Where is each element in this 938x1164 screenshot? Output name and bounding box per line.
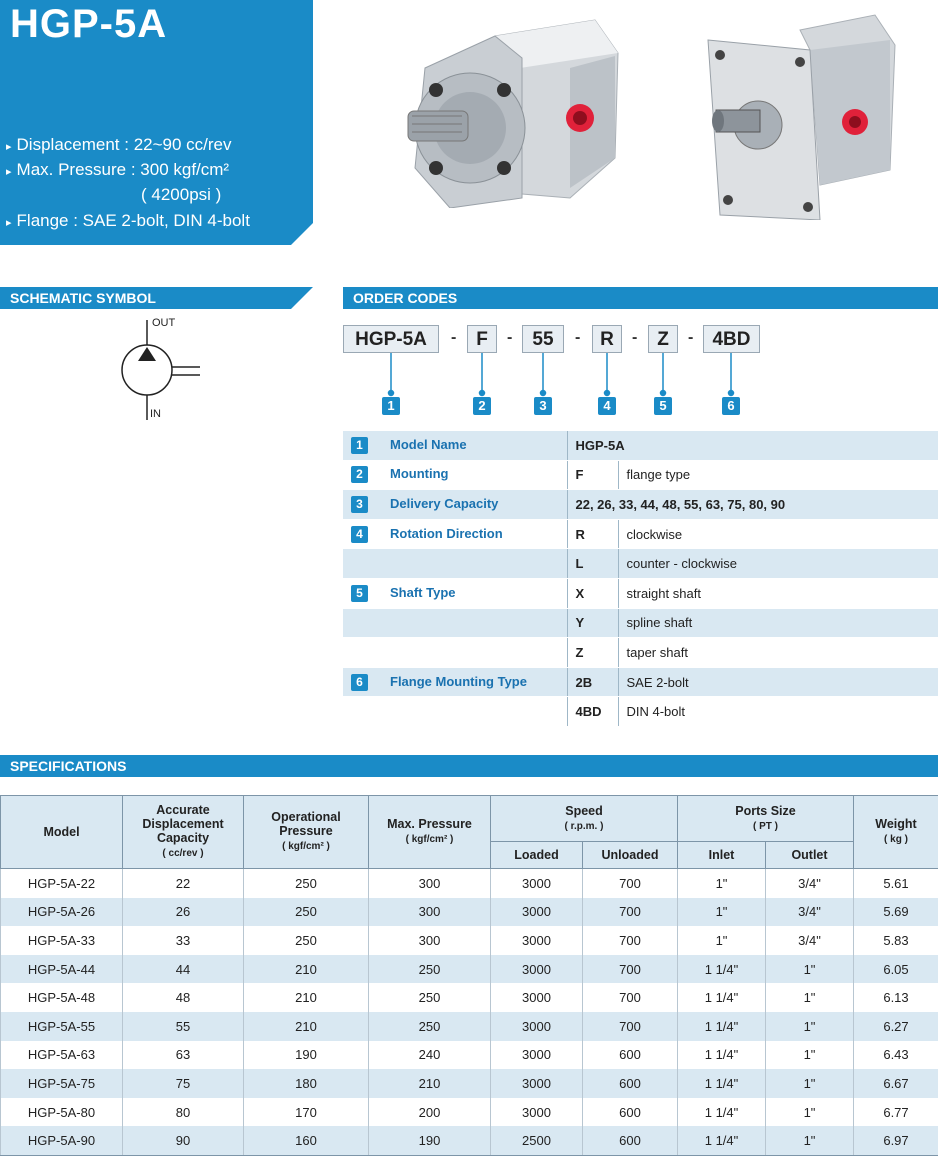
order-code-value: Y	[567, 608, 618, 638]
order-code-field	[343, 519, 567, 549]
header-unloaded: Unloaded	[583, 842, 678, 869]
cell-displacement: 48	[123, 983, 244, 1012]
header-outlet: Outlet	[766, 842, 854, 869]
cell-speed-loaded: 3000	[491, 898, 583, 927]
code-separator: -	[507, 329, 513, 346]
cell-outlet: 3/4"	[766, 869, 854, 898]
hero-panel	[0, 0, 313, 245]
bullet-icon: ▸	[6, 217, 12, 229]
cell-inlet: 1 1/4"	[678, 983, 766, 1012]
order-code-description: SAE 2-bolt	[618, 667, 938, 697]
spec-row	[1, 1098, 938, 1127]
cell-speed-unloaded: 600	[583, 1098, 678, 1127]
code-separator: -	[688, 329, 694, 346]
order-code-value: X	[567, 578, 618, 608]
spec-row	[1, 955, 938, 984]
cell-speed-loaded: 3000	[491, 1098, 583, 1127]
cell-model: HGP-5A-90	[1, 1126, 123, 1155]
order-code-field-name: Shaft Type	[390, 584, 456, 600]
cell-operational-pressure: 160	[244, 1126, 369, 1155]
order-code-value: Z	[567, 638, 618, 668]
cell-max-pressure: 300	[369, 926, 491, 955]
cell-outlet: 1"	[766, 955, 854, 984]
cell-operational-pressure: 190	[244, 1041, 369, 1070]
code-separator: -	[575, 329, 581, 346]
spec-row	[1, 1069, 938, 1098]
order-code-row	[343, 608, 938, 638]
cell-operational-pressure: 170	[244, 1098, 369, 1127]
cell-outlet: 1"	[766, 1012, 854, 1041]
cell-weight: 6.05	[854, 955, 938, 984]
order-code-value: F	[567, 460, 618, 490]
order-code-field	[343, 667, 567, 697]
cell-max-pressure: 250	[369, 983, 491, 1012]
code-segment-mounting: F	[467, 325, 497, 353]
code-number-badge: 1	[382, 397, 400, 415]
spec-row	[1, 869, 938, 898]
order-code-field	[343, 578, 567, 608]
order-code-field	[343, 549, 567, 579]
cell-operational-pressure: 210	[244, 955, 369, 984]
order-codes-table	[343, 431, 938, 727]
order-code-description: counter - clockwise	[618, 549, 938, 579]
header-model: Model	[1, 796, 123, 869]
order-code-field-name: Rotation Direction	[390, 525, 503, 541]
cell-operational-pressure: 210	[244, 983, 369, 1012]
order-code-field	[343, 608, 567, 638]
cell-speed-unloaded: 600	[583, 1041, 678, 1070]
cell-inlet: 1 1/4"	[678, 955, 766, 984]
cell-model: HGP-5A-26	[1, 898, 123, 927]
pump-photo-shaft	[700, 10, 900, 220]
header-speed: Speed ( r.p.m. )	[491, 796, 678, 842]
header-inlet: Inlet	[678, 842, 766, 869]
feature-psi: ( 4200psi )	[141, 185, 222, 204]
code-segment-rotation: R	[592, 325, 622, 353]
cell-operational-pressure: 180	[244, 1069, 369, 1098]
pump-photo-spline	[400, 8, 625, 208]
order-code-value: R	[567, 519, 618, 549]
schematic-heading: SCHEMATIC SYMBOL	[0, 287, 313, 309]
code-segment-capacity: 55	[522, 325, 564, 353]
order-code-value: 22, 26, 33, 44, 48, 55, 63, 75, 80, 90	[567, 490, 938, 520]
cell-outlet: 1"	[766, 1126, 854, 1155]
feature-flange: ▸ Flange : SAE 2-bolt, DIN 4-bolt	[6, 211, 250, 230]
order-code-field-name: Model Name	[390, 436, 467, 452]
header-displacement: Accurate Displacement Capacity ( cc/rev )	[123, 796, 244, 869]
cell-max-pressure: 300	[369, 898, 491, 927]
cell-inlet: 1 1/4"	[678, 1126, 766, 1155]
cell-weight: 6.97	[854, 1126, 938, 1155]
cell-model: HGP-5A-55	[1, 1012, 123, 1041]
cell-inlet: 1 1/4"	[678, 1041, 766, 1070]
cell-model: HGP-5A-44	[1, 955, 123, 984]
order-code-field	[343, 431, 567, 460]
cell-speed-unloaded: 700	[583, 983, 678, 1012]
cell-inlet: 1"	[678, 869, 766, 898]
cell-weight: 6.67	[854, 1069, 938, 1098]
order-code-row	[343, 667, 938, 697]
order-code-field	[343, 490, 567, 520]
code-number-badge: 5	[654, 397, 672, 415]
cell-weight: 5.61	[854, 869, 938, 898]
order-code-value: 2B	[567, 667, 618, 697]
cell-displacement: 80	[123, 1098, 244, 1127]
order-code-field	[343, 460, 567, 490]
header-max-pressure: Max. Pressure ( kgf/cm² )	[369, 796, 491, 869]
code-number-badge: 6	[722, 397, 740, 415]
cell-displacement: 75	[123, 1069, 244, 1098]
cell-speed-loaded: 3000	[491, 983, 583, 1012]
cell-outlet: 1"	[766, 1069, 854, 1098]
header-ports-size: Ports Size ( PT )	[678, 796, 854, 842]
order-code-value: L	[567, 549, 618, 579]
order-code-description: clockwise	[618, 519, 938, 549]
cell-weight: 6.27	[854, 1012, 938, 1041]
cell-displacement: 44	[123, 955, 244, 984]
cell-speed-unloaded: 600	[583, 1069, 678, 1098]
cell-outlet: 1"	[766, 1041, 854, 1070]
cell-outlet: 1"	[766, 1098, 854, 1127]
code-number-badge: 4	[598, 397, 616, 415]
cell-max-pressure: 190	[369, 1126, 491, 1155]
cell-model: HGP-5A-80	[1, 1098, 123, 1127]
cell-speed-unloaded: 600	[583, 1126, 678, 1155]
order-code-description: DIN 4-bolt	[618, 697, 938, 727]
cell-speed-loaded: 3000	[491, 1012, 583, 1041]
order-code-description: taper shaft	[618, 638, 938, 668]
cell-weight: 6.13	[854, 983, 938, 1012]
spec-row	[1, 1126, 938, 1155]
specifications-table	[0, 795, 938, 1156]
cell-outlet: 3/4"	[766, 898, 854, 927]
order-code-number: 4	[351, 526, 368, 543]
order-code-field-name: Delivery Capacity	[390, 495, 499, 511]
order-code-number: 6	[351, 674, 368, 691]
cell-displacement: 33	[123, 926, 244, 955]
order-code-row	[343, 549, 938, 579]
cell-max-pressure: 250	[369, 955, 491, 984]
cell-weight: 5.83	[854, 926, 938, 955]
cell-displacement: 26	[123, 898, 244, 927]
feature-displacement: ▸ Displacement : 22~90 cc/rev	[6, 135, 232, 154]
header-loaded: Loaded	[491, 842, 583, 869]
spec-row	[1, 1041, 938, 1070]
cell-weight: 6.77	[854, 1098, 938, 1127]
order-codes-heading: ORDER CODES	[343, 287, 938, 309]
spec-row	[1, 926, 938, 955]
code-connector-lines	[343, 353, 763, 398]
order-code-row	[343, 638, 938, 668]
cell-speed-unloaded: 700	[583, 869, 678, 898]
cell-operational-pressure: 250	[244, 898, 369, 927]
order-code-row	[343, 490, 938, 520]
bullet-icon: ▸	[6, 141, 12, 153]
order-code-row	[343, 460, 938, 490]
cell-max-pressure: 240	[369, 1041, 491, 1070]
cell-max-pressure: 250	[369, 1012, 491, 1041]
feature-max-pressure: ▸ Max. Pressure : 300 kgf/cm²	[6, 160, 230, 179]
cell-speed-loaded: 2500	[491, 1126, 583, 1155]
cell-displacement: 90	[123, 1126, 244, 1155]
order-code-row	[343, 431, 938, 460]
cell-max-pressure: 200	[369, 1098, 491, 1127]
order-code-field	[343, 697, 567, 727]
cell-outlet: 1"	[766, 983, 854, 1012]
cell-displacement: 63	[123, 1041, 244, 1070]
order-code-value: HGP-5A	[567, 431, 938, 460]
cell-model: HGP-5A-33	[1, 926, 123, 955]
order-code-row	[343, 519, 938, 549]
code-separator: -	[632, 329, 638, 346]
header-operational-pressure: Operational Pressure ( kgf/cm² )	[244, 796, 369, 869]
header-weight: Weight ( kg )	[854, 796, 938, 869]
cell-displacement: 55	[123, 1012, 244, 1041]
order-code-number: 5	[351, 585, 368, 602]
cell-speed-loaded: 3000	[491, 926, 583, 955]
order-code-description: flange type	[618, 460, 938, 490]
cell-model: HGP-5A-75	[1, 1069, 123, 1098]
spec-row	[1, 1012, 938, 1041]
cell-speed-loaded: 3000	[491, 1041, 583, 1070]
code-number-badge: 3	[534, 397, 552, 415]
order-code-row	[343, 578, 938, 608]
bullet-icon: ▸	[6, 166, 12, 178]
schematic-in-label: IN	[150, 408, 161, 420]
code-separator: -	[451, 329, 457, 346]
cell-speed-unloaded: 700	[583, 955, 678, 984]
cell-inlet: 1"	[678, 898, 766, 927]
cell-speed-unloaded: 700	[583, 898, 678, 927]
cell-displacement: 22	[123, 869, 244, 898]
order-code-field-name: Mounting	[390, 466, 449, 482]
order-code-value: 4BD	[567, 697, 618, 727]
code-segment-model: HGP-5A	[343, 325, 439, 353]
cell-operational-pressure: 250	[244, 869, 369, 898]
cell-speed-loaded: 3000	[491, 1069, 583, 1098]
cell-model: HGP-5A-63	[1, 1041, 123, 1070]
cell-inlet: 1 1/4"	[678, 1069, 766, 1098]
cell-speed-loaded: 3000	[491, 869, 583, 898]
cell-speed-unloaded: 700	[583, 1012, 678, 1041]
order-code-field	[343, 638, 567, 668]
cell-weight: 6.43	[854, 1041, 938, 1070]
heading-notch	[291, 287, 313, 309]
cell-operational-pressure: 250	[244, 926, 369, 955]
schematic-out-label: OUT	[152, 317, 176, 329]
cell-outlet: 3/4"	[766, 926, 854, 955]
cell-model: HGP-5A-48	[1, 983, 123, 1012]
cell-inlet: 1 1/4"	[678, 1098, 766, 1127]
cell-weight: 5.69	[854, 898, 938, 927]
specifications-heading: SPECIFICATIONS	[0, 755, 938, 777]
hero-corner-fold	[291, 223, 313, 245]
order-code-description: straight shaft	[618, 578, 938, 608]
order-code-number: 1	[351, 437, 368, 454]
order-code-field-name: Flange Mounting Type	[390, 673, 527, 689]
cell-max-pressure: 210	[369, 1069, 491, 1098]
order-code-number: 3	[351, 496, 368, 513]
cell-max-pressure: 300	[369, 869, 491, 898]
code-number-badge: 2	[473, 397, 491, 415]
spec-row	[1, 983, 938, 1012]
cell-speed-unloaded: 700	[583, 926, 678, 955]
cell-inlet: 1"	[678, 926, 766, 955]
code-segment-flange: 4BD	[703, 325, 760, 353]
code-segment-shaft: Z	[648, 325, 678, 353]
cell-operational-pressure: 210	[244, 1012, 369, 1041]
cell-inlet: 1 1/4"	[678, 1012, 766, 1041]
spec-row	[1, 898, 938, 927]
order-code-row	[343, 697, 938, 727]
order-code-number: 2	[351, 466, 368, 483]
cell-model: HGP-5A-22	[1, 869, 123, 898]
order-code-description: spline shaft	[618, 608, 938, 638]
product-title: HGP-5A	[10, 2, 168, 46]
cell-speed-loaded: 3000	[491, 955, 583, 984]
